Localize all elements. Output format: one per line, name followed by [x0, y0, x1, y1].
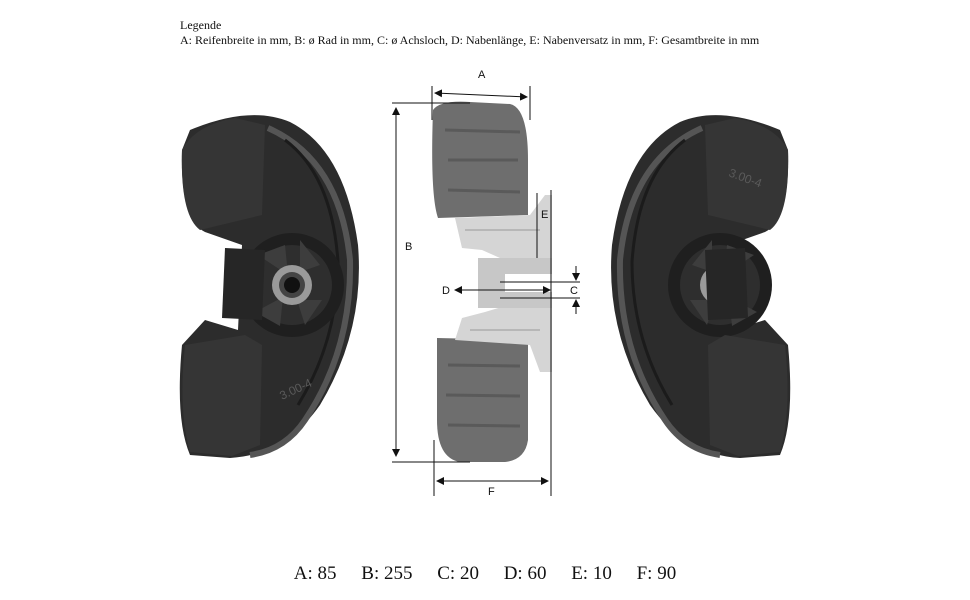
dim-a-label: A [478, 69, 486, 81]
legend-title: Legende [180, 18, 222, 32]
dim-a-line [435, 93, 527, 97]
dim-value-f: F: 90 [636, 563, 677, 584]
tire-marking-left: 3.00-4 [277, 375, 315, 403]
dim-b-label: B [405, 241, 413, 253]
dim-c-label: C [570, 285, 578, 297]
dim-d-label: D [442, 285, 450, 297]
dim-value-b: B: 255 [361, 563, 413, 584]
dim-f-label: F [488, 486, 495, 498]
dim-e-label: E [541, 209, 549, 221]
dim-value-d: D: 60 [503, 563, 547, 584]
dimension-values [0, 563, 970, 585]
legend-text: A: Reifenbreite in mm, B: ø Rad in mm, C: ø Achsloch, D: Nabenlänge, E: Nabenversatz in mm, F: Gesamtbreite in mm [180, 33, 760, 47]
dim-value-a: A: 85 [293, 563, 337, 584]
wheel-right-image [611, 115, 790, 458]
tire-marking-right: 3.00-4 [726, 165, 764, 191]
dim-value-e: E: 10 [571, 563, 612, 584]
dim-value-c: C: 20 [437, 563, 479, 584]
wheel-left-image [180, 115, 359, 458]
